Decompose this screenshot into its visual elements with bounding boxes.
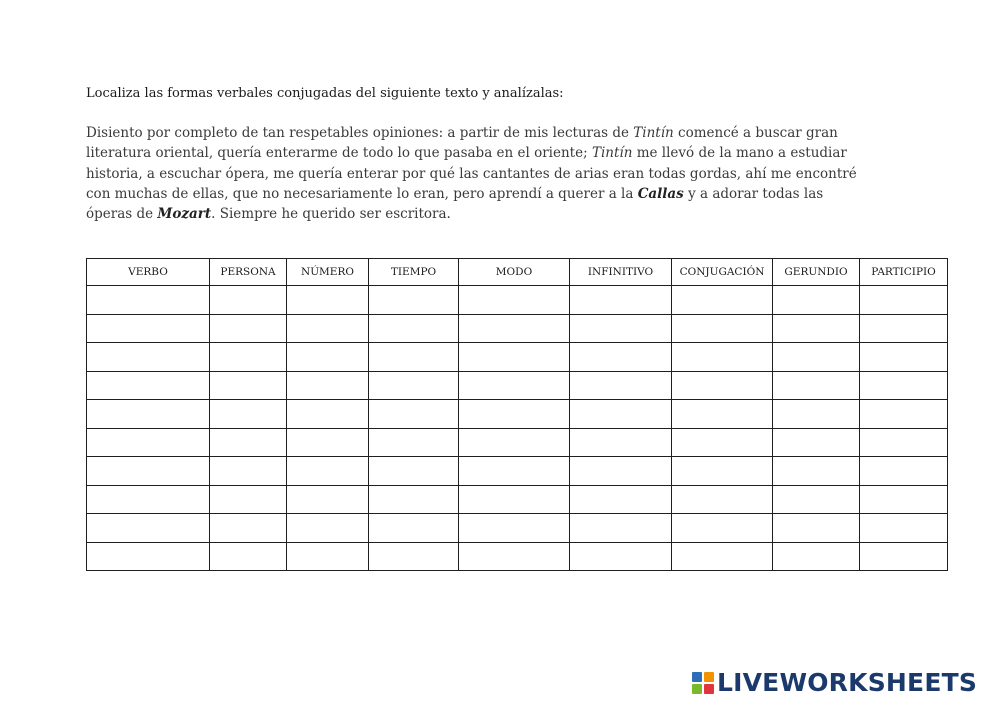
answer-input[interactable] bbox=[860, 286, 947, 314]
answer-cell[interactable] bbox=[287, 514, 369, 543]
liveworksheets-brand bbox=[692, 669, 977, 697]
answer-cell[interactable] bbox=[672, 457, 773, 486]
passage-text: con muchas de ellas, que no necesariamente lo eran, pero aprendí a querer a la bbox=[86, 185, 638, 202]
reading-passage bbox=[86, 123, 916, 224]
passage-line-3: historia, a escuchar ópera, me quería enterar por qué las cantantes de arias eran todas gordas, ahí me encontré bbox=[86, 165, 857, 182]
answer-input[interactable] bbox=[773, 514, 859, 542]
answer-cell[interactable] bbox=[570, 457, 672, 486]
answer-input[interactable] bbox=[570, 457, 671, 485]
answer-cell[interactable] bbox=[87, 400, 210, 429]
answer-input[interactable] bbox=[87, 543, 209, 571]
answer-input[interactable] bbox=[672, 343, 772, 371]
answer-cell[interactable] bbox=[570, 371, 672, 400]
answer-cell[interactable] bbox=[570, 514, 672, 543]
answer-input[interactable] bbox=[672, 286, 772, 314]
passage-title-tintin: Tintín bbox=[591, 145, 633, 162]
answer-cell[interactable] bbox=[773, 514, 860, 543]
header-conjugacion: CONJUGACIÓN bbox=[672, 259, 773, 286]
answer-input[interactable] bbox=[860, 514, 947, 542]
answer-input[interactable] bbox=[672, 457, 772, 485]
answer-cell[interactable] bbox=[672, 514, 773, 543]
answer-input[interactable] bbox=[369, 315, 458, 343]
answer-input[interactable] bbox=[570, 514, 671, 542]
answer-input[interactable] bbox=[773, 429, 859, 457]
answer-cell[interactable] bbox=[773, 371, 860, 400]
passage-name-mozart: Mozart bbox=[157, 206, 212, 223]
answer-cell[interactable] bbox=[210, 542, 287, 571]
answer-cell[interactable] bbox=[287, 457, 369, 486]
answer-input[interactable] bbox=[210, 400, 286, 428]
table-row bbox=[87, 457, 948, 486]
answer-cell[interactable] bbox=[773, 286, 860, 315]
table-row bbox=[87, 485, 948, 514]
answer-input[interactable] bbox=[87, 315, 209, 343]
answer-cell[interactable] bbox=[860, 371, 948, 400]
answer-input[interactable] bbox=[87, 372, 209, 400]
answer-cell[interactable] bbox=[210, 286, 287, 315]
answer-cell[interactable] bbox=[672, 400, 773, 429]
answer-input[interactable] bbox=[210, 457, 286, 485]
answer-cell[interactable] bbox=[459, 314, 570, 343]
passage-line-2 bbox=[86, 143, 916, 163]
header-gerundio: GERUNDIO bbox=[773, 259, 860, 286]
answer-input[interactable] bbox=[87, 514, 209, 542]
answer-cell[interactable] bbox=[287, 542, 369, 571]
answer-input[interactable] bbox=[210, 514, 286, 542]
answer-cell[interactable] bbox=[570, 485, 672, 514]
answer-input[interactable] bbox=[570, 429, 671, 457]
answer-cell[interactable] bbox=[570, 343, 672, 372]
answer-input[interactable] bbox=[87, 457, 209, 485]
table-row bbox=[87, 514, 948, 543]
passage-line-5 bbox=[86, 204, 916, 224]
logo-tile-green bbox=[692, 684, 702, 694]
answer-input[interactable] bbox=[287, 429, 368, 457]
answer-input[interactable] bbox=[570, 315, 671, 343]
answer-input[interactable] bbox=[210, 315, 286, 343]
answer-cell[interactable] bbox=[459, 457, 570, 486]
answer-cell[interactable] bbox=[210, 485, 287, 514]
answer-cell[interactable] bbox=[210, 428, 287, 457]
answer-input[interactable] bbox=[287, 286, 368, 314]
answer-cell[interactable] bbox=[87, 514, 210, 543]
answer-cell[interactable] bbox=[570, 428, 672, 457]
answer-input[interactable] bbox=[87, 400, 209, 428]
passage-title-tintin: Tintín bbox=[633, 125, 674, 141]
answer-cell[interactable] bbox=[87, 371, 210, 400]
answer-cell[interactable] bbox=[87, 457, 210, 486]
answer-cell[interactable] bbox=[860, 343, 948, 372]
answer-input[interactable] bbox=[773, 343, 859, 371]
answer-input[interactable] bbox=[369, 343, 458, 371]
answer-cell[interactable] bbox=[87, 343, 210, 372]
answer-input[interactable] bbox=[287, 486, 368, 514]
answer-input[interactable] bbox=[773, 400, 859, 428]
answer-cell[interactable] bbox=[459, 371, 570, 400]
answer-cell[interactable] bbox=[369, 542, 459, 571]
answer-cell[interactable] bbox=[459, 343, 570, 372]
answer-input[interactable] bbox=[287, 372, 368, 400]
table-row bbox=[87, 428, 948, 457]
answer-cell[interactable] bbox=[773, 457, 860, 486]
answer-cell[interactable] bbox=[369, 457, 459, 486]
answer-input[interactable] bbox=[287, 514, 368, 542]
answer-cell[interactable] bbox=[210, 314, 287, 343]
answer-cell[interactable] bbox=[287, 286, 369, 315]
answer-cell[interactable] bbox=[773, 400, 860, 429]
answer-cell[interactable] bbox=[210, 343, 287, 372]
answer-cell[interactable] bbox=[860, 542, 948, 571]
answer-cell[interactable] bbox=[459, 514, 570, 543]
answer-input[interactable] bbox=[287, 315, 368, 343]
answer-input[interactable] bbox=[860, 429, 947, 457]
answer-cell[interactable] bbox=[773, 542, 860, 571]
answer-input[interactable] bbox=[369, 429, 458, 457]
answer-cell[interactable] bbox=[369, 400, 459, 429]
answer-input[interactable] bbox=[672, 486, 772, 514]
answer-cell[interactable] bbox=[87, 286, 210, 315]
passage-name-callas: Callas bbox=[637, 185, 684, 202]
answer-input[interactable] bbox=[860, 372, 947, 400]
passage-line-4 bbox=[86, 184, 916, 204]
instruction-text: Localiza las formas verbales conjugadas del siguiente texto y analízalas: bbox=[86, 86, 564, 101]
answer-input[interactable] bbox=[210, 429, 286, 457]
answer-input[interactable] bbox=[459, 457, 569, 485]
answer-input[interactable] bbox=[570, 372, 671, 400]
table-row bbox=[87, 343, 948, 372]
answer-cell[interactable] bbox=[672, 343, 773, 372]
passage-text: óperas de bbox=[86, 206, 158, 223]
answer-input[interactable] bbox=[459, 400, 569, 428]
passage-text: . Siempre he querido ser escritora. bbox=[211, 206, 451, 223]
answer-input[interactable] bbox=[570, 400, 671, 428]
answer-input[interactable] bbox=[87, 486, 209, 514]
answer-input[interactable] bbox=[672, 372, 772, 400]
table-row bbox=[87, 371, 948, 400]
header-persona: PERSONA bbox=[210, 259, 287, 286]
answer-cell[interactable] bbox=[860, 428, 948, 457]
answer-input[interactable] bbox=[459, 286, 569, 314]
answer-cell[interactable] bbox=[210, 457, 287, 486]
logo-tile-blue bbox=[692, 672, 702, 682]
header-numero: NÚMERO bbox=[287, 259, 369, 286]
answer-cell[interactable] bbox=[860, 457, 948, 486]
header-participio: PARTICIPIO bbox=[860, 259, 948, 286]
answer-input[interactable] bbox=[860, 543, 947, 571]
header-verbo: VERBO bbox=[87, 259, 210, 286]
answer-input[interactable] bbox=[210, 286, 286, 314]
answer-input[interactable] bbox=[570, 543, 671, 571]
answer-input[interactable] bbox=[369, 486, 458, 514]
answer-input[interactable] bbox=[459, 315, 569, 343]
answer-cell[interactable] bbox=[773, 314, 860, 343]
header-modo: MODO bbox=[459, 259, 570, 286]
answer-cell[interactable] bbox=[87, 485, 210, 514]
answer-input[interactable] bbox=[672, 315, 772, 343]
answer-cell[interactable] bbox=[672, 371, 773, 400]
answer-cell[interactable] bbox=[860, 286, 948, 315]
answer-input[interactable] bbox=[287, 400, 368, 428]
answer-input[interactable] bbox=[287, 457, 368, 485]
table-header-row bbox=[87, 259, 948, 286]
answer-input[interactable] bbox=[672, 400, 772, 428]
answer-input[interactable] bbox=[672, 514, 772, 542]
answer-cell[interactable] bbox=[210, 400, 287, 429]
brand-wordmark: LIVEWORKSHEETS bbox=[717, 668, 978, 697]
answer-input[interactable] bbox=[459, 372, 569, 400]
passage-text: Disiento por completo de tan respetables opiniones: a partir de mis lecturas de bbox=[86, 125, 634, 141]
answer-cell[interactable] bbox=[287, 371, 369, 400]
answer-cell[interactable] bbox=[459, 286, 570, 315]
answer-cell[interactable] bbox=[672, 286, 773, 315]
answer-cell[interactable] bbox=[369, 514, 459, 543]
answer-input[interactable] bbox=[860, 400, 947, 428]
answer-cell[interactable] bbox=[860, 514, 948, 543]
answer-cell[interactable] bbox=[87, 314, 210, 343]
passage-text: literatura oriental, quería enterarme de todo lo que pasaba en el oriente; bbox=[86, 145, 592, 162]
logo-tile-orange bbox=[704, 672, 714, 682]
answer-cell[interactable] bbox=[860, 400, 948, 429]
table-row bbox=[87, 400, 948, 429]
answer-cell[interactable] bbox=[672, 542, 773, 571]
answer-cell[interactable] bbox=[287, 400, 369, 429]
answer-input[interactable] bbox=[210, 486, 286, 514]
answer-cell[interactable] bbox=[369, 485, 459, 514]
passage-text: me llevó de la mano a estudiar bbox=[632, 145, 847, 162]
table-row bbox=[87, 542, 948, 571]
passage-line-1 bbox=[86, 123, 916, 143]
answer-cell[interactable] bbox=[860, 485, 948, 514]
answer-cell[interactable] bbox=[287, 314, 369, 343]
answer-input[interactable] bbox=[87, 429, 209, 457]
table-row bbox=[87, 286, 948, 315]
answer-cell[interactable] bbox=[87, 428, 210, 457]
answer-input[interactable] bbox=[287, 343, 368, 371]
answer-input[interactable] bbox=[773, 543, 859, 571]
answer-input[interactable] bbox=[773, 372, 859, 400]
answer-input[interactable] bbox=[87, 343, 209, 371]
answer-input[interactable] bbox=[210, 343, 286, 371]
answer-input[interactable] bbox=[570, 343, 671, 371]
verb-analysis-table bbox=[86, 258, 948, 571]
answer-cell[interactable] bbox=[459, 542, 570, 571]
answer-input[interactable] bbox=[672, 543, 772, 571]
answer-input[interactable] bbox=[369, 400, 458, 428]
answer-input[interactable] bbox=[210, 543, 286, 571]
answer-input[interactable] bbox=[570, 286, 671, 314]
answer-input[interactable] bbox=[459, 343, 569, 371]
answer-input[interactable] bbox=[773, 457, 859, 485]
answer-cell[interactable] bbox=[287, 343, 369, 372]
answer-cell[interactable] bbox=[773, 485, 860, 514]
answer-cell[interactable] bbox=[672, 314, 773, 343]
answer-input[interactable] bbox=[773, 286, 859, 314]
answer-cell[interactable] bbox=[210, 371, 287, 400]
logo-tile-red bbox=[704, 684, 714, 694]
answer-input[interactable] bbox=[459, 429, 569, 457]
answer-input[interactable] bbox=[459, 486, 569, 514]
answer-cell[interactable] bbox=[459, 485, 570, 514]
answer-cell[interactable] bbox=[459, 428, 570, 457]
answer-cell[interactable] bbox=[672, 428, 773, 457]
answer-cell[interactable] bbox=[860, 314, 948, 343]
table-row bbox=[87, 314, 948, 343]
answer-input[interactable] bbox=[369, 514, 458, 542]
liveworksheets-logo-icon bbox=[692, 672, 714, 694]
answer-cell[interactable] bbox=[369, 314, 459, 343]
answer-cell[interactable] bbox=[369, 428, 459, 457]
answer-input[interactable] bbox=[287, 543, 368, 571]
answer-input[interactable] bbox=[369, 286, 458, 314]
answer-cell[interactable] bbox=[570, 400, 672, 429]
answer-cell[interactable] bbox=[369, 371, 459, 400]
answer-cell[interactable] bbox=[570, 314, 672, 343]
answer-cell[interactable] bbox=[459, 400, 570, 429]
answer-cell[interactable] bbox=[773, 428, 860, 457]
answer-input[interactable] bbox=[672, 429, 772, 457]
answer-cell[interactable] bbox=[570, 542, 672, 571]
answer-input[interactable] bbox=[459, 514, 569, 542]
answer-input[interactable] bbox=[860, 486, 947, 514]
passage-text: y a adorar todas las bbox=[683, 185, 824, 202]
answer-input[interactable] bbox=[369, 543, 458, 571]
answer-input[interactable] bbox=[87, 286, 209, 314]
answer-cell[interactable] bbox=[210, 514, 287, 543]
answer-cell[interactable] bbox=[773, 343, 860, 372]
answer-input[interactable] bbox=[459, 543, 569, 571]
answer-cell[interactable] bbox=[672, 485, 773, 514]
answer-input[interactable] bbox=[210, 372, 286, 400]
answer-input[interactable] bbox=[369, 457, 458, 485]
answer-input[interactable] bbox=[773, 315, 859, 343]
table-body bbox=[87, 286, 948, 571]
answer-cell[interactable] bbox=[570, 286, 672, 315]
header-tiempo: TIEMPO bbox=[369, 259, 459, 286]
passage-text: comencé a buscar gran bbox=[673, 125, 838, 141]
answer-input[interactable] bbox=[860, 343, 947, 371]
answer-cell[interactable] bbox=[87, 542, 210, 571]
answer-cell[interactable] bbox=[287, 428, 369, 457]
header-infinitivo: INFINITIVO bbox=[570, 259, 672, 286]
answer-input[interactable] bbox=[570, 486, 671, 514]
answer-input[interactable] bbox=[773, 486, 859, 514]
answer-input[interactable] bbox=[860, 457, 947, 485]
answer-input[interactable] bbox=[860, 315, 947, 343]
answer-input[interactable] bbox=[369, 372, 458, 400]
answer-cell[interactable] bbox=[369, 343, 459, 372]
answer-cell[interactable] bbox=[369, 286, 459, 315]
answer-cell[interactable] bbox=[287, 485, 369, 514]
